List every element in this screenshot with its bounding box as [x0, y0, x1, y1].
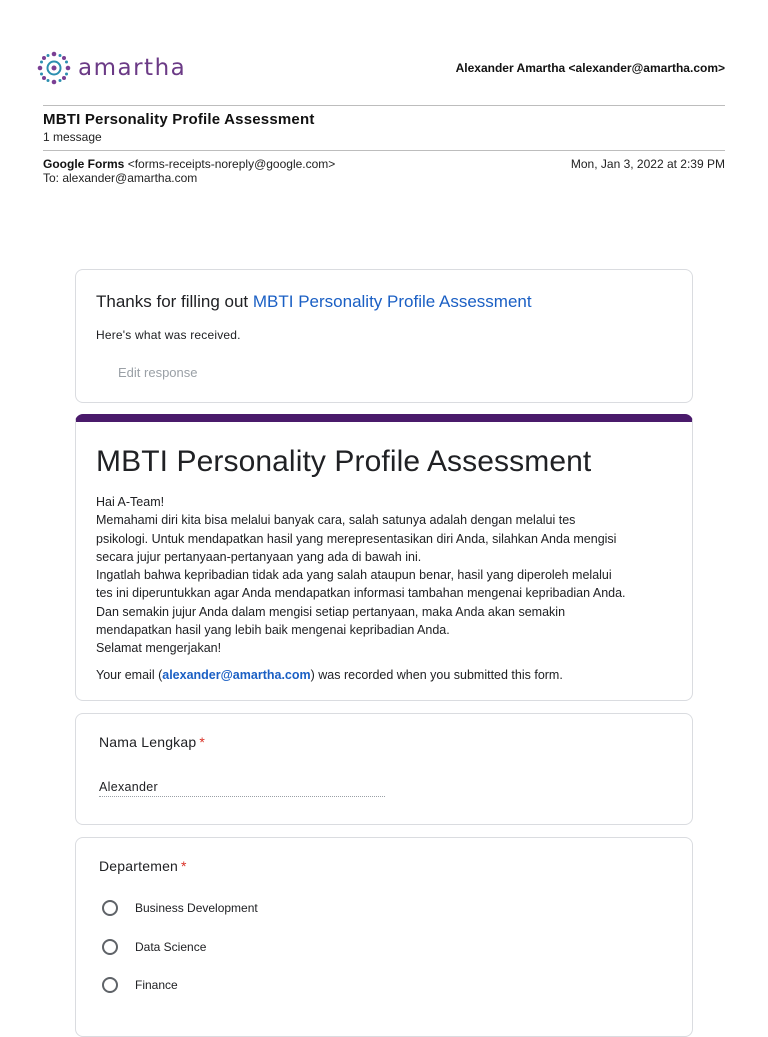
radio-options	[99, 889, 669, 1005]
edit-response-link[interactable]: Edit response	[118, 365, 198, 380]
received-text: Here's what was received.	[96, 328, 241, 342]
form-description	[96, 493, 672, 658]
email-note-prefix: Your email (	[96, 667, 163, 682]
question-label: Nama Lengkap	[99, 734, 197, 750]
radio-unchecked-icon[interactable]	[102, 977, 118, 993]
description-line: mendapatkan hasil yang lebih baik mengenai kepribadian Anda.	[96, 623, 450, 638]
option-label: Finance	[135, 978, 178, 993]
divider	[43, 105, 725, 106]
description-line: Ingatlah bahwa kepribadian tidak ada yang salah ataupun benar, hasil yang diperoleh melalui	[96, 568, 612, 583]
recorded-email[interactable]: alexander@amartha.com	[162, 667, 311, 682]
radio-unchecked-icon[interactable]	[102, 900, 118, 916]
logo-text: amartha	[78, 55, 187, 81]
email-subject: MBTI Personality Profile Assessment	[43, 111, 315, 128]
thanks-heading	[96, 292, 672, 312]
form-title: MBTI Personality Profile Assessment	[96, 445, 592, 478]
radio-option[interactable]	[102, 966, 669, 1005]
description-line: Dan semakin jujur Anda dalam mengisi setiap pertanyaan, maka Anda akan semakin	[96, 604, 566, 619]
required-asterisk: *	[181, 858, 187, 874]
message-count: 1 message	[43, 130, 102, 144]
form-link[interactable]: MBTI Personality Profile Assessment	[252, 292, 532, 311]
thanks-prefix: Thanks for filling out	[96, 292, 249, 311]
answer-text: Alexander	[99, 780, 385, 797]
receipt-card	[75, 269, 693, 403]
sender-address: <forms-receipts-noreply@google.com>	[127, 157, 336, 171]
email-date: Mon, Jan 3, 2022 at 2:39 PM	[570, 157, 725, 171]
email-recorded-note	[96, 668, 672, 682]
description-line: tes ini diperuntukkan agar Anda mendapatkan informasi tambahan mengenai kepribadian Anda.	[96, 586, 626, 601]
recipient: To: alexander@amartha.com	[43, 171, 198, 185]
email-note-suffix: ) was recorded when you submitted this form.	[310, 667, 563, 682]
description-line: Memahami diri kita bisa melalui banyak cara, salah satunya adalah dengan melalui tes	[96, 513, 576, 528]
description-line: psikologi. Untuk mendapatkan hasil yang merepresentasikan diri Anda, silahkan Anda mengisi	[96, 531, 617, 546]
radio-option[interactable]	[102, 889, 669, 928]
form-header-card	[75, 414, 693, 701]
radio-unchecked-icon[interactable]	[102, 939, 118, 955]
question-label: Departemen	[99, 858, 179, 874]
question-title	[99, 734, 669, 750]
question-title	[99, 858, 669, 874]
sender-name: Google Forms	[43, 157, 125, 171]
amartha-logo-icon	[36, 50, 72, 86]
sender	[43, 157, 335, 171]
question-card-nama-lengkap	[75, 713, 693, 825]
account-label: Alexander Amartha <alexander@amartha.com>	[455, 61, 725, 75]
question-card-departemen	[75, 837, 693, 1037]
divider	[43, 150, 725, 151]
option-label: Business Development	[135, 901, 258, 916]
description-line: secara jujur pertanyaan-pertanyaan yang ada di bawah ini.	[96, 549, 422, 564]
radio-option[interactable]	[102, 928, 669, 967]
amartha-logo	[36, 50, 186, 86]
required-asterisk: *	[199, 734, 206, 750]
description-line: Hai A-Team!	[96, 495, 165, 509]
description-line: Selamat mengerjakan!	[96, 641, 222, 656]
option-label: Data Science	[135, 939, 207, 954]
